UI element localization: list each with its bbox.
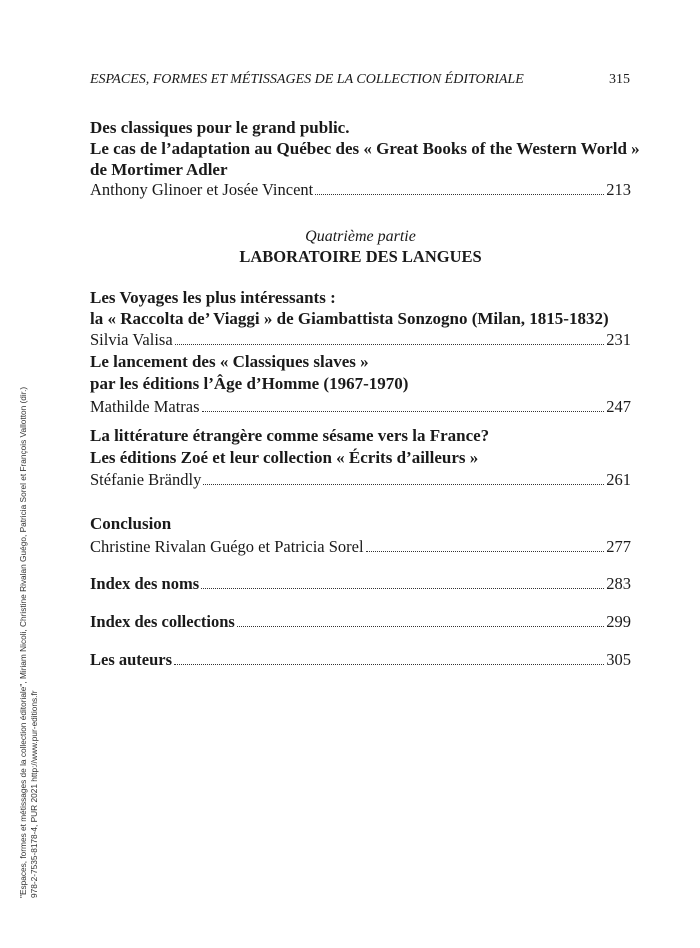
dot-leader bbox=[203, 484, 604, 485]
entry-title: la « Raccolta de’ Viaggi » de Giambattista Sonzogno (Milan, 1815-1832) bbox=[90, 309, 609, 328]
toc-entry bbox=[90, 650, 631, 670]
running-title: ESPACES, FORMES ET MÉTISSAGES DE LA COLLECTION ÉDITORIALE bbox=[90, 72, 524, 87]
toc-entry bbox=[90, 180, 631, 200]
entry-author: Silvia Valisa bbox=[90, 330, 173, 349]
index-label: Index des noms bbox=[90, 574, 200, 593]
entry-author: Christine Rivalan Guégo et Patricia Sorel bbox=[90, 537, 364, 556]
entry-page: 261 bbox=[606, 470, 631, 489]
entry-page: 283 bbox=[606, 574, 631, 593]
entry-title: de Mortimer Adler bbox=[90, 160, 228, 179]
entry-author: Anthony Glinoer et Josée Vincent bbox=[90, 180, 314, 199]
index-label: Index des collections bbox=[90, 612, 235, 631]
entry-author: Stéfanie Brändly bbox=[90, 470, 202, 489]
toc-entry bbox=[90, 612, 631, 632]
side-citation-line: 978-2-7535-8178-4, PUR 2021 http://www.pur-editions.fr bbox=[29, 690, 39, 898]
dot-leader bbox=[202, 411, 605, 412]
entry-title: Conclusion bbox=[90, 514, 172, 533]
entry-title: par les éditions l’Âge d’Homme (1967-1970) bbox=[90, 374, 409, 393]
dot-leader bbox=[174, 664, 604, 665]
entry-page: 277 bbox=[606, 537, 631, 556]
entry-page: 231 bbox=[606, 330, 631, 349]
entry-title: La littérature étrangère comme sésame vers la France? bbox=[90, 426, 490, 445]
index-label: Les auteurs bbox=[90, 650, 173, 669]
entry-title: Des classiques pour le grand public. bbox=[90, 118, 350, 137]
toc-entry bbox=[90, 330, 631, 350]
running-header bbox=[90, 72, 630, 88]
toc-entry bbox=[90, 574, 631, 594]
part-title: LABORATOIRE DES LANGUES bbox=[239, 247, 482, 266]
entry-title: Les éditions Zoé et leur collection « Écrits d’ailleurs » bbox=[90, 448, 479, 467]
dot-leader bbox=[175, 344, 605, 345]
side-citation-line: "Espaces, formes et métissages de la collection éditoriale", Miriam Nicoli, Christine Rivalan Guégo, Patricia Sorel et François Vallotton (dir.) bbox=[18, 386, 28, 898]
dot-leader bbox=[201, 588, 604, 589]
dot-leader bbox=[366, 551, 605, 552]
dot-leader bbox=[315, 194, 604, 195]
entry-title: Le lancement des « Classiques slaves » bbox=[90, 352, 369, 371]
toc-entry bbox=[90, 470, 631, 490]
toc-entry bbox=[90, 397, 631, 417]
side-citation bbox=[18, 387, 40, 898]
entry-title: Les Voyages les plus intéressants : bbox=[90, 288, 336, 307]
entry-page: 299 bbox=[606, 612, 631, 631]
entry-page: 213 bbox=[606, 180, 631, 199]
entry-author: Mathilde Matras bbox=[90, 397, 200, 416]
entry-page: 305 bbox=[606, 650, 631, 669]
part-label: Quatrième partie bbox=[305, 228, 416, 245]
page-number: 315 bbox=[609, 72, 630, 87]
entry-page: 247 bbox=[606, 397, 631, 416]
toc-entry bbox=[90, 537, 631, 557]
entry-title: Le cas de l’adaptation au Québec des « Great Books of the Western World » bbox=[90, 139, 640, 158]
dot-leader bbox=[237, 626, 604, 627]
